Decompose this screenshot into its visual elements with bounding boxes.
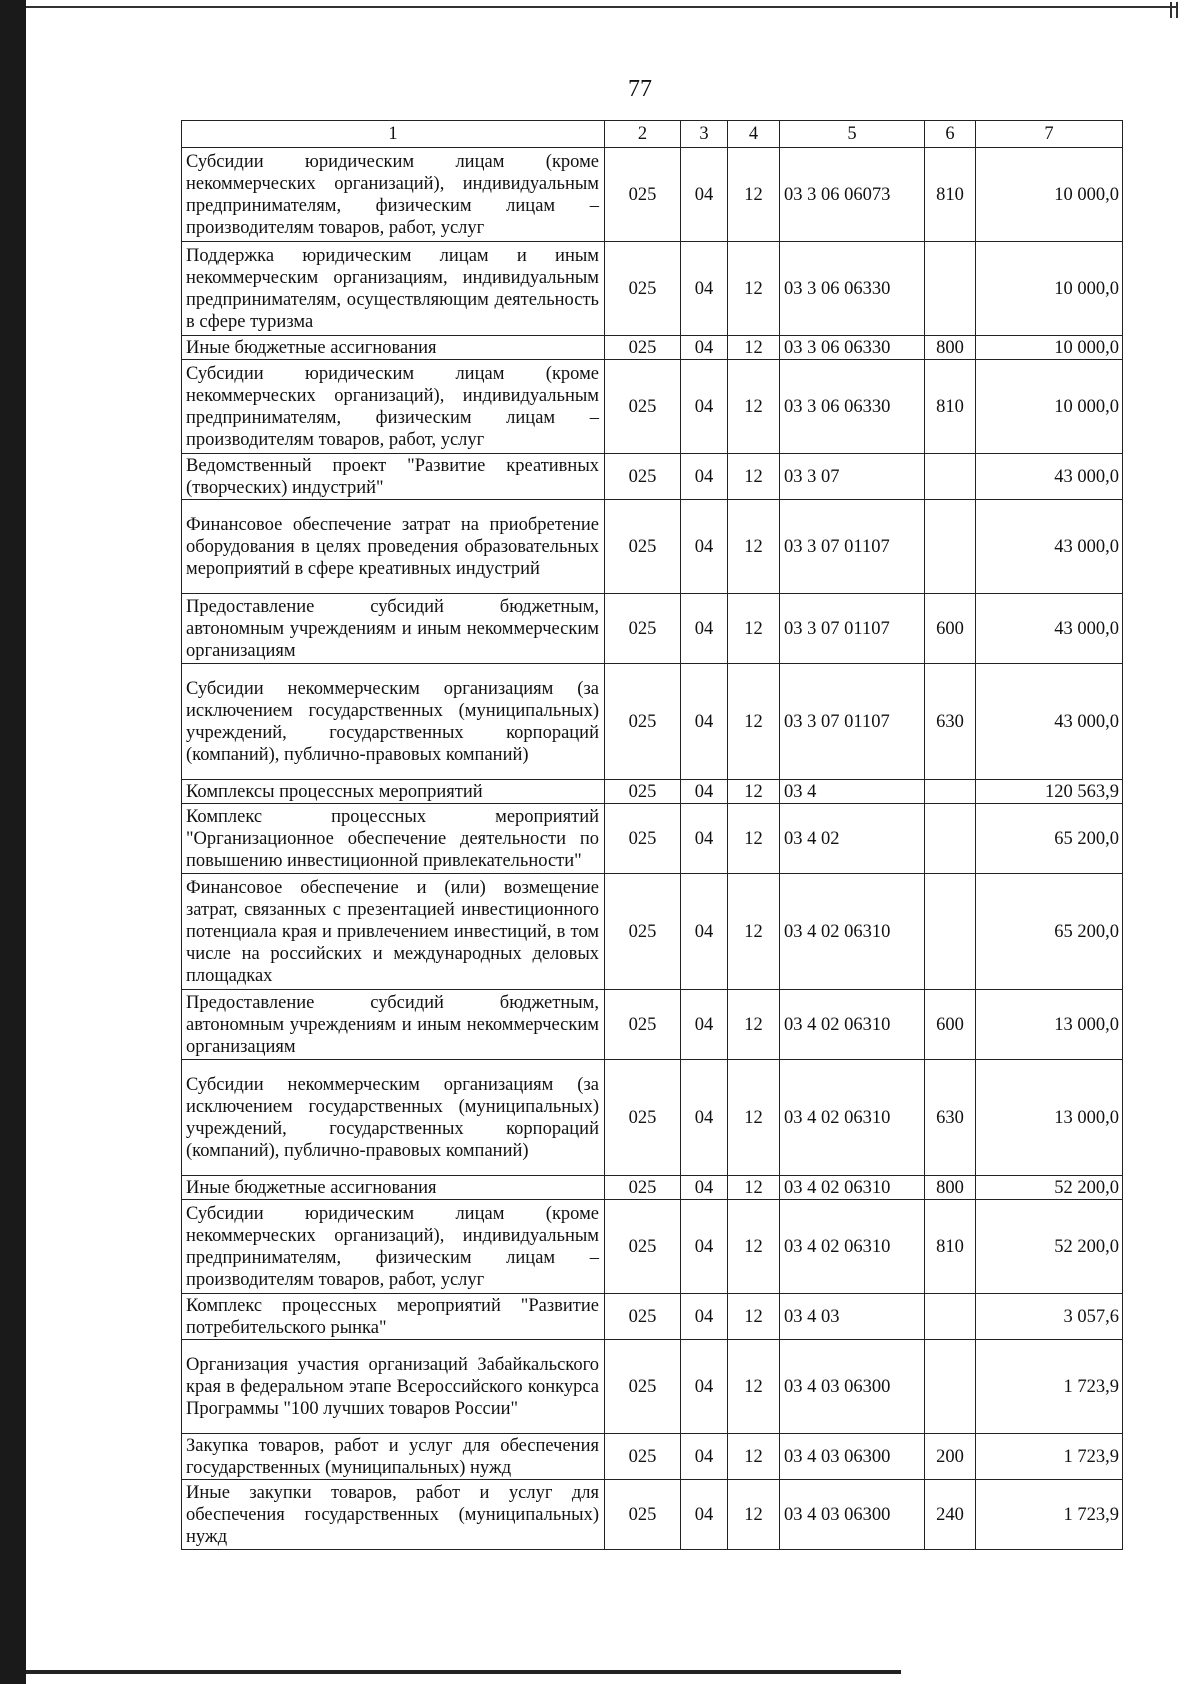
cell-expense-type: [925, 1294, 976, 1340]
table-row: [182, 990, 1123, 1060]
cell-expense-type: [925, 780, 976, 804]
cell-amount: 120 563,9: [976, 780, 1123, 804]
table-row: [182, 336, 1123, 360]
cell-section: 04: [681, 1294, 728, 1340]
table-row: [182, 1176, 1123, 1200]
cell-section: 04: [681, 500, 728, 594]
cell-name: Комплекс процессных мероприятий "Развитие потребительского рынка": [182, 1294, 605, 1340]
cell-expense-type: 810: [925, 360, 976, 454]
table-row: [182, 1434, 1123, 1480]
table-row: [182, 1200, 1123, 1294]
cell-expense-type: 810: [925, 1200, 976, 1294]
cell-amount: 43 000,0: [976, 664, 1123, 780]
cell-name: Финансовое обеспечение и (или) возмещение затрат, связанных с презентацией инвестиционного потенциала края и привлечением инвестиций, в том числе на российских и международных деловых площадках: [182, 874, 605, 990]
cell-amount: 13 000,0: [976, 1060, 1123, 1176]
cell-expense-type: [925, 454, 976, 500]
cell-amount: 52 200,0: [976, 1176, 1123, 1200]
cell-expense-type: [925, 242, 976, 336]
cell-subsection: 12: [728, 594, 780, 664]
cell-amount: 1 723,9: [976, 1434, 1123, 1480]
table-body: [182, 148, 1123, 1550]
cell-section: 04: [681, 1340, 728, 1434]
cell-name: Субсидии юридическим лицам (кроме некоммерческих организаций), индивидуальным предпринимателям, физическим лицам – производителям товаров, работ, услуг: [182, 1200, 605, 1294]
cell-name: Иные бюджетные ассигнования: [182, 336, 605, 360]
cell-amount: 43 000,0: [976, 500, 1123, 594]
cell-name: Ведомственный проект "Развитие креативных (творческих) индустрий": [182, 454, 605, 500]
cell-section: 04: [681, 1200, 728, 1294]
cell-target-article: 03 4 02 06310: [780, 1176, 925, 1200]
cell-target-article: 03 4 03 06300: [780, 1340, 925, 1434]
cell-amount: 52 200,0: [976, 1200, 1123, 1294]
header-col-5: 5: [780, 121, 925, 148]
cell-subsection: 12: [728, 1434, 780, 1480]
cell-subsection: 12: [728, 990, 780, 1060]
cell-name: Закупка товаров, работ и услуг для обеспечения государственных (муниципальных) нужд: [182, 1434, 605, 1480]
cell-expense-type: 630: [925, 1060, 976, 1176]
cell-target-article: 03 4 02 06310: [780, 874, 925, 990]
cell-amount: 3 057,6: [976, 1294, 1123, 1340]
cell-expense-type: 810: [925, 148, 976, 242]
table-row: [182, 1480, 1123, 1550]
cell-name: Комплексы процессных мероприятий: [182, 780, 605, 804]
cell-subsection: 12: [728, 360, 780, 454]
cell-amount: 10 000,0: [976, 148, 1123, 242]
scan-border-top: [26, 6, 1176, 8]
cell-target-article: 03 4 02: [780, 804, 925, 874]
cell-ministry: 025: [605, 1060, 681, 1176]
cell-expense-type: 600: [925, 594, 976, 664]
cell-target-article: 03 3 07 01107: [780, 664, 925, 780]
cell-subsection: 12: [728, 148, 780, 242]
header-col-4: 4: [728, 121, 780, 148]
cell-subsection: 12: [728, 336, 780, 360]
table-row: [182, 454, 1123, 500]
cell-name: Субсидии некоммерческим организациям (за исключением государственных (муниципальных) учреждений, государственных корпораций (компаний), публично-правовых компаний): [182, 664, 605, 780]
cell-expense-type: 600: [925, 990, 976, 1060]
cell-section: 04: [681, 594, 728, 664]
cell-target-article: 03 3 06 06330: [780, 336, 925, 360]
cell-name: Поддержка юридическим лицам и иным некоммерческим организациям, индивидуальным предпринимателям, осуществляющим деятельность в сфере туризма: [182, 242, 605, 336]
table-row: [182, 594, 1123, 664]
cell-amount: 65 200,0: [976, 874, 1123, 990]
scan-mark: [1170, 2, 1178, 18]
cell-subsection: 12: [728, 1200, 780, 1294]
header-col-6: 6: [925, 121, 976, 148]
table-row: [182, 1294, 1123, 1340]
cell-expense-type: [925, 500, 976, 594]
table-row: [182, 1060, 1123, 1176]
cell-amount: 43 000,0: [976, 594, 1123, 664]
cell-amount: 1 723,9: [976, 1480, 1123, 1550]
table-row: [182, 804, 1123, 874]
table-row: [182, 1340, 1123, 1434]
cell-subsection: 12: [728, 242, 780, 336]
cell-ministry: 025: [605, 242, 681, 336]
cell-section: 04: [681, 804, 728, 874]
cell-name: Финансовое обеспечение затрат на приобретение оборудования в целях проведения образовательных мероприятий в сфере креативных индустрий: [182, 500, 605, 594]
cell-ministry: 025: [605, 804, 681, 874]
cell-ministry: 025: [605, 148, 681, 242]
cell-subsection: 12: [728, 1060, 780, 1176]
cell-subsection: 12: [728, 1294, 780, 1340]
cell-amount: 1 723,9: [976, 1340, 1123, 1434]
cell-section: 04: [681, 874, 728, 990]
table-row: [182, 148, 1123, 242]
page-number: 77: [628, 76, 652, 102]
cell-name: Субсидии юридическим лицам (кроме некоммерческих организаций), индивидуальным предпринимателям, физическим лицам – производителям товаров, работ, услуг: [182, 148, 605, 242]
cell-ministry: 025: [605, 780, 681, 804]
cell-expense-type: 630: [925, 664, 976, 780]
cell-subsection: 12: [728, 664, 780, 780]
cell-expense-type: 800: [925, 336, 976, 360]
cell-ministry: 025: [605, 336, 681, 360]
cell-name: Комплекс процессных мероприятий "Организационное обеспечение деятельности по повышению инвестиционной привлекательности": [182, 804, 605, 874]
cell-name: Организация участия организаций Забайкальского края в федеральном этапе Всероссийского конкурса Программы "100 лучших товаров России": [182, 1340, 605, 1434]
table-row: [182, 664, 1123, 780]
cell-target-article: 03 4 02 06310: [780, 990, 925, 1060]
cell-target-article: 03 3 07 01107: [780, 500, 925, 594]
cell-subsection: 12: [728, 780, 780, 804]
table-row: [182, 500, 1123, 594]
cell-target-article: 03 4: [780, 780, 925, 804]
cell-ministry: 025: [605, 594, 681, 664]
cell-subsection: 12: [728, 500, 780, 594]
budget-table: [181, 120, 1123, 1550]
cell-subsection: 12: [728, 1480, 780, 1550]
cell-target-article: 03 4 02 06310: [780, 1200, 925, 1294]
cell-ministry: 025: [605, 874, 681, 990]
cell-name: Иные закупки товаров, работ и услуг для обеспечения государственных (муниципальных) нужд: [182, 1480, 605, 1550]
table-row: [182, 360, 1123, 454]
cell-target-article: 03 3 07: [780, 454, 925, 500]
header-col-1: 1: [182, 121, 605, 148]
cell-amount: 10 000,0: [976, 242, 1123, 336]
cell-target-article: 03 3 06 06330: [780, 242, 925, 336]
cell-ministry: 025: [605, 664, 681, 780]
cell-expense-type: 240: [925, 1480, 976, 1550]
cell-name: Иные бюджетные ассигнования: [182, 1176, 605, 1200]
cell-ministry: 025: [605, 500, 681, 594]
header-col-2: 2: [605, 121, 681, 148]
cell-name: Предоставление субсидий бюджетным, автономным учреждениям и иным некоммерческим организациям: [182, 594, 605, 664]
cell-section: 04: [681, 148, 728, 242]
table-row: [182, 242, 1123, 336]
cell-target-article: 03 4 03 06300: [780, 1480, 925, 1550]
cell-expense-type: [925, 874, 976, 990]
scan-border-left: [0, 0, 26, 1684]
cell-amount: 43 000,0: [976, 454, 1123, 500]
cell-subsection: 12: [728, 874, 780, 990]
cell-ministry: 025: [605, 1200, 681, 1294]
cell-section: 04: [681, 1060, 728, 1176]
cell-name: Предоставление субсидий бюджетным, автономным учреждениям и иным некоммерческим организациям: [182, 990, 605, 1060]
cell-target-article: 03 4 03 06300: [780, 1434, 925, 1480]
cell-section: 04: [681, 664, 728, 780]
cell-expense-type: 800: [925, 1176, 976, 1200]
cell-target-article: 03 3 06 06073: [780, 148, 925, 242]
cell-section: 04: [681, 1480, 728, 1550]
cell-ministry: 025: [605, 1176, 681, 1200]
cell-section: 04: [681, 336, 728, 360]
cell-ministry: 025: [605, 1340, 681, 1434]
table-row: [182, 780, 1123, 804]
cell-target-article: 03 3 07 01107: [780, 594, 925, 664]
header-col-7: 7: [976, 121, 1123, 148]
cell-subsection: 12: [728, 804, 780, 874]
cell-subsection: 12: [728, 1176, 780, 1200]
cell-section: 04: [681, 242, 728, 336]
cell-amount: 10 000,0: [976, 360, 1123, 454]
cell-amount: 10 000,0: [976, 336, 1123, 360]
cell-section: 04: [681, 1434, 728, 1480]
cell-section: 04: [681, 360, 728, 454]
cell-ministry: 025: [605, 1434, 681, 1480]
cell-name: Субсидии юридическим лицам (кроме некоммерческих организаций), индивидуальным предпринимателям, физическим лицам – производителям товаров, работ, услуг: [182, 360, 605, 454]
header-row: [182, 121, 1123, 148]
cell-ministry: 025: [605, 454, 681, 500]
cell-target-article: 03 4 03: [780, 1294, 925, 1340]
scan-border-bottom: [26, 1670, 901, 1674]
cell-amount: 65 200,0: [976, 804, 1123, 874]
cell-expense-type: [925, 804, 976, 874]
cell-subsection: 12: [728, 454, 780, 500]
cell-name: Субсидии некоммерческим организациям (за исключением государственных (муниципальных) учреждений, государственных корпораций (компаний), публично-правовых компаний): [182, 1060, 605, 1176]
cell-section: 04: [681, 1176, 728, 1200]
cell-target-article: 03 4 02 06310: [780, 1060, 925, 1176]
cell-subsection: 12: [728, 1340, 780, 1434]
cell-ministry: 025: [605, 990, 681, 1060]
cell-expense-type: [925, 1340, 976, 1434]
cell-amount: 13 000,0: [976, 990, 1123, 1060]
cell-expense-type: 200: [925, 1434, 976, 1480]
cell-ministry: 025: [605, 1480, 681, 1550]
cell-target-article: 03 3 06 06330: [780, 360, 925, 454]
cell-ministry: 025: [605, 360, 681, 454]
cell-ministry: 025: [605, 1294, 681, 1340]
cell-section: 04: [681, 780, 728, 804]
cell-section: 04: [681, 454, 728, 500]
table-row: [182, 874, 1123, 990]
header-col-3: 3: [681, 121, 728, 148]
cell-section: 04: [681, 990, 728, 1060]
